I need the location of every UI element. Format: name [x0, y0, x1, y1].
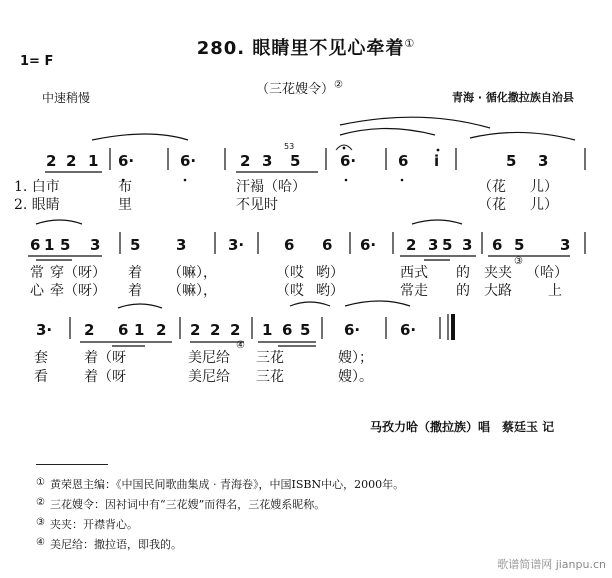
- note: 5: [442, 236, 453, 254]
- lyric: （哎: [276, 265, 304, 281]
- lyric: 美尼给: [188, 350, 230, 366]
- lyric: 2. 眼睛: [14, 197, 60, 213]
- lyric: 汗褟（哈）: [236, 179, 306, 195]
- lyric: 哟）: [316, 283, 344, 299]
- lyric: 套: [34, 350, 48, 366]
- octave-dot: [184, 179, 187, 182]
- lyric: 的: [456, 283, 470, 299]
- note: 6: [282, 321, 293, 339]
- note: 6: [118, 321, 129, 339]
- note: 6: [322, 236, 333, 254]
- note: 2: [240, 152, 251, 170]
- footnote-text: 三花嫂令：因衬词中有“三花嫂”而得名，三花嫂系昵称。: [50, 498, 326, 511]
- lyric: 常走: [400, 283, 428, 299]
- lyric: 着: [128, 283, 142, 299]
- final-barline-thick: [451, 314, 455, 340]
- footnote-mark: ②: [36, 497, 45, 508]
- lyric: 牵（呀）: [50, 283, 106, 299]
- lyric: 三花: [256, 350, 284, 366]
- note: 1: [134, 321, 145, 339]
- note: 6·: [344, 321, 361, 339]
- note: 6: [284, 236, 295, 254]
- lyric: 儿）: [530, 179, 558, 195]
- lyric: 常: [30, 265, 44, 281]
- lyric: 着（呀: [84, 350, 126, 366]
- tie: [340, 117, 490, 128]
- note: 5: [130, 236, 141, 254]
- octave-dot: [401, 179, 404, 182]
- lyric: （哈）: [526, 265, 568, 281]
- note: 5: [300, 321, 311, 339]
- lyric: 不见时: [236, 197, 278, 213]
- lyric: 着: [128, 265, 142, 281]
- note: 5: [514, 236, 525, 254]
- lyric: 美尼给: [188, 369, 230, 385]
- singer-credit: 马孜力哈（撒拉族）唱 蔡廷玉 记: [370, 420, 555, 434]
- note: 2: [210, 321, 221, 339]
- lyric: （哎: [276, 283, 304, 299]
- lyric: （花: [478, 197, 506, 213]
- note: 2: [230, 321, 241, 339]
- note: 3: [262, 152, 273, 170]
- octave-dot: [437, 149, 440, 152]
- note: 6·: [340, 152, 357, 170]
- grace-notes: 53: [284, 142, 295, 151]
- footnote-text: 美尼给：撒拉语，即我的。: [50, 538, 182, 551]
- note: 5: [290, 152, 301, 170]
- footnote-mark: ①: [36, 477, 45, 488]
- lyric: 大路: [484, 283, 512, 299]
- note: 2: [190, 321, 201, 339]
- tie: [36, 220, 82, 224]
- note: 6·: [360, 236, 377, 254]
- title-footnote-mark: ①: [404, 37, 416, 50]
- subtitle-footnote-mark: ②: [334, 79, 343, 91]
- key-signature: 1= F: [20, 54, 54, 69]
- note: 6·: [400, 321, 417, 339]
- fermata-dot: [343, 147, 346, 150]
- tie: [340, 129, 435, 136]
- lyric: 嫂）；: [338, 350, 373, 366]
- tie: [470, 132, 575, 140]
- tie: [412, 220, 462, 224]
- watermark: 歌谱简谱网 jianpu.cn: [497, 558, 606, 571]
- note: 1: [44, 236, 55, 254]
- note: 2: [46, 152, 57, 170]
- note: i: [434, 152, 440, 170]
- lyric: 三花: [256, 369, 284, 385]
- note: 5: [60, 236, 71, 254]
- lyric: 里: [118, 197, 132, 213]
- lyric: 上: [548, 283, 562, 299]
- lyric: （嘛），: [168, 265, 217, 281]
- footnote-text: 黄荣恩主编：《中国民间歌曲集成 · 青海卷》，中国ISBN中心，2000年。: [50, 478, 405, 491]
- lyric: 看: [34, 369, 48, 385]
- note: 6: [492, 236, 503, 254]
- lyric: 儿）: [530, 197, 558, 213]
- note: 2: [84, 321, 95, 339]
- footnote-text: 夹夹：开襟背心。: [50, 518, 138, 531]
- lyric: 西式: [400, 265, 428, 281]
- footnote-mark: ④: [36, 537, 45, 548]
- lyric: （嘛），: [168, 283, 217, 299]
- lyric: 心: [30, 283, 44, 299]
- note: 3: [90, 236, 101, 254]
- lyric: （花: [478, 179, 506, 195]
- note: 3: [428, 236, 439, 254]
- tie: [92, 134, 188, 140]
- tie: [345, 301, 410, 306]
- footnote-mark: ③: [36, 517, 45, 528]
- note: 1: [88, 152, 99, 170]
- note: 3: [538, 152, 549, 170]
- tempo-marking: 中速稍慢: [42, 91, 91, 105]
- note: 2: [156, 321, 167, 339]
- lyric: 穿（呀）: [50, 265, 106, 281]
- lyric: 哟）: [316, 265, 344, 281]
- note: 1: [262, 321, 273, 339]
- note: 6·: [180, 152, 197, 170]
- region-label: 青海 · 循化撒拉族自治县: [452, 91, 574, 104]
- octave-dot: [345, 179, 348, 182]
- note: 6: [30, 236, 41, 254]
- note: 2: [66, 152, 77, 170]
- lyric: 夹夹: [484, 265, 512, 281]
- lyric: 布: [118, 179, 132, 195]
- song-title: 280. 眼睛里不见心牵着: [196, 38, 405, 59]
- footnote-divider: [36, 464, 108, 465]
- note: 6·: [118, 152, 135, 170]
- note: 3: [560, 236, 571, 254]
- subtitle-text: （三花嫂令）: [256, 82, 335, 97]
- footnote-mark: ③: [514, 256, 523, 267]
- lyric: 着（呀: [84, 369, 126, 385]
- tie: [118, 304, 162, 308]
- lyric: 1. 白市: [14, 179, 60, 195]
- note: 3·: [228, 236, 245, 254]
- note: 2: [406, 236, 417, 254]
- note: 6: [398, 152, 409, 170]
- note: 3: [462, 236, 473, 254]
- tie: [290, 302, 330, 306]
- note: 5: [506, 152, 517, 170]
- lyric: 嫂）。: [338, 369, 373, 385]
- footnote-mark: ④: [236, 340, 245, 351]
- note: 3: [176, 236, 187, 254]
- note: 3·: [36, 321, 53, 339]
- lyric: 的: [456, 265, 470, 281]
